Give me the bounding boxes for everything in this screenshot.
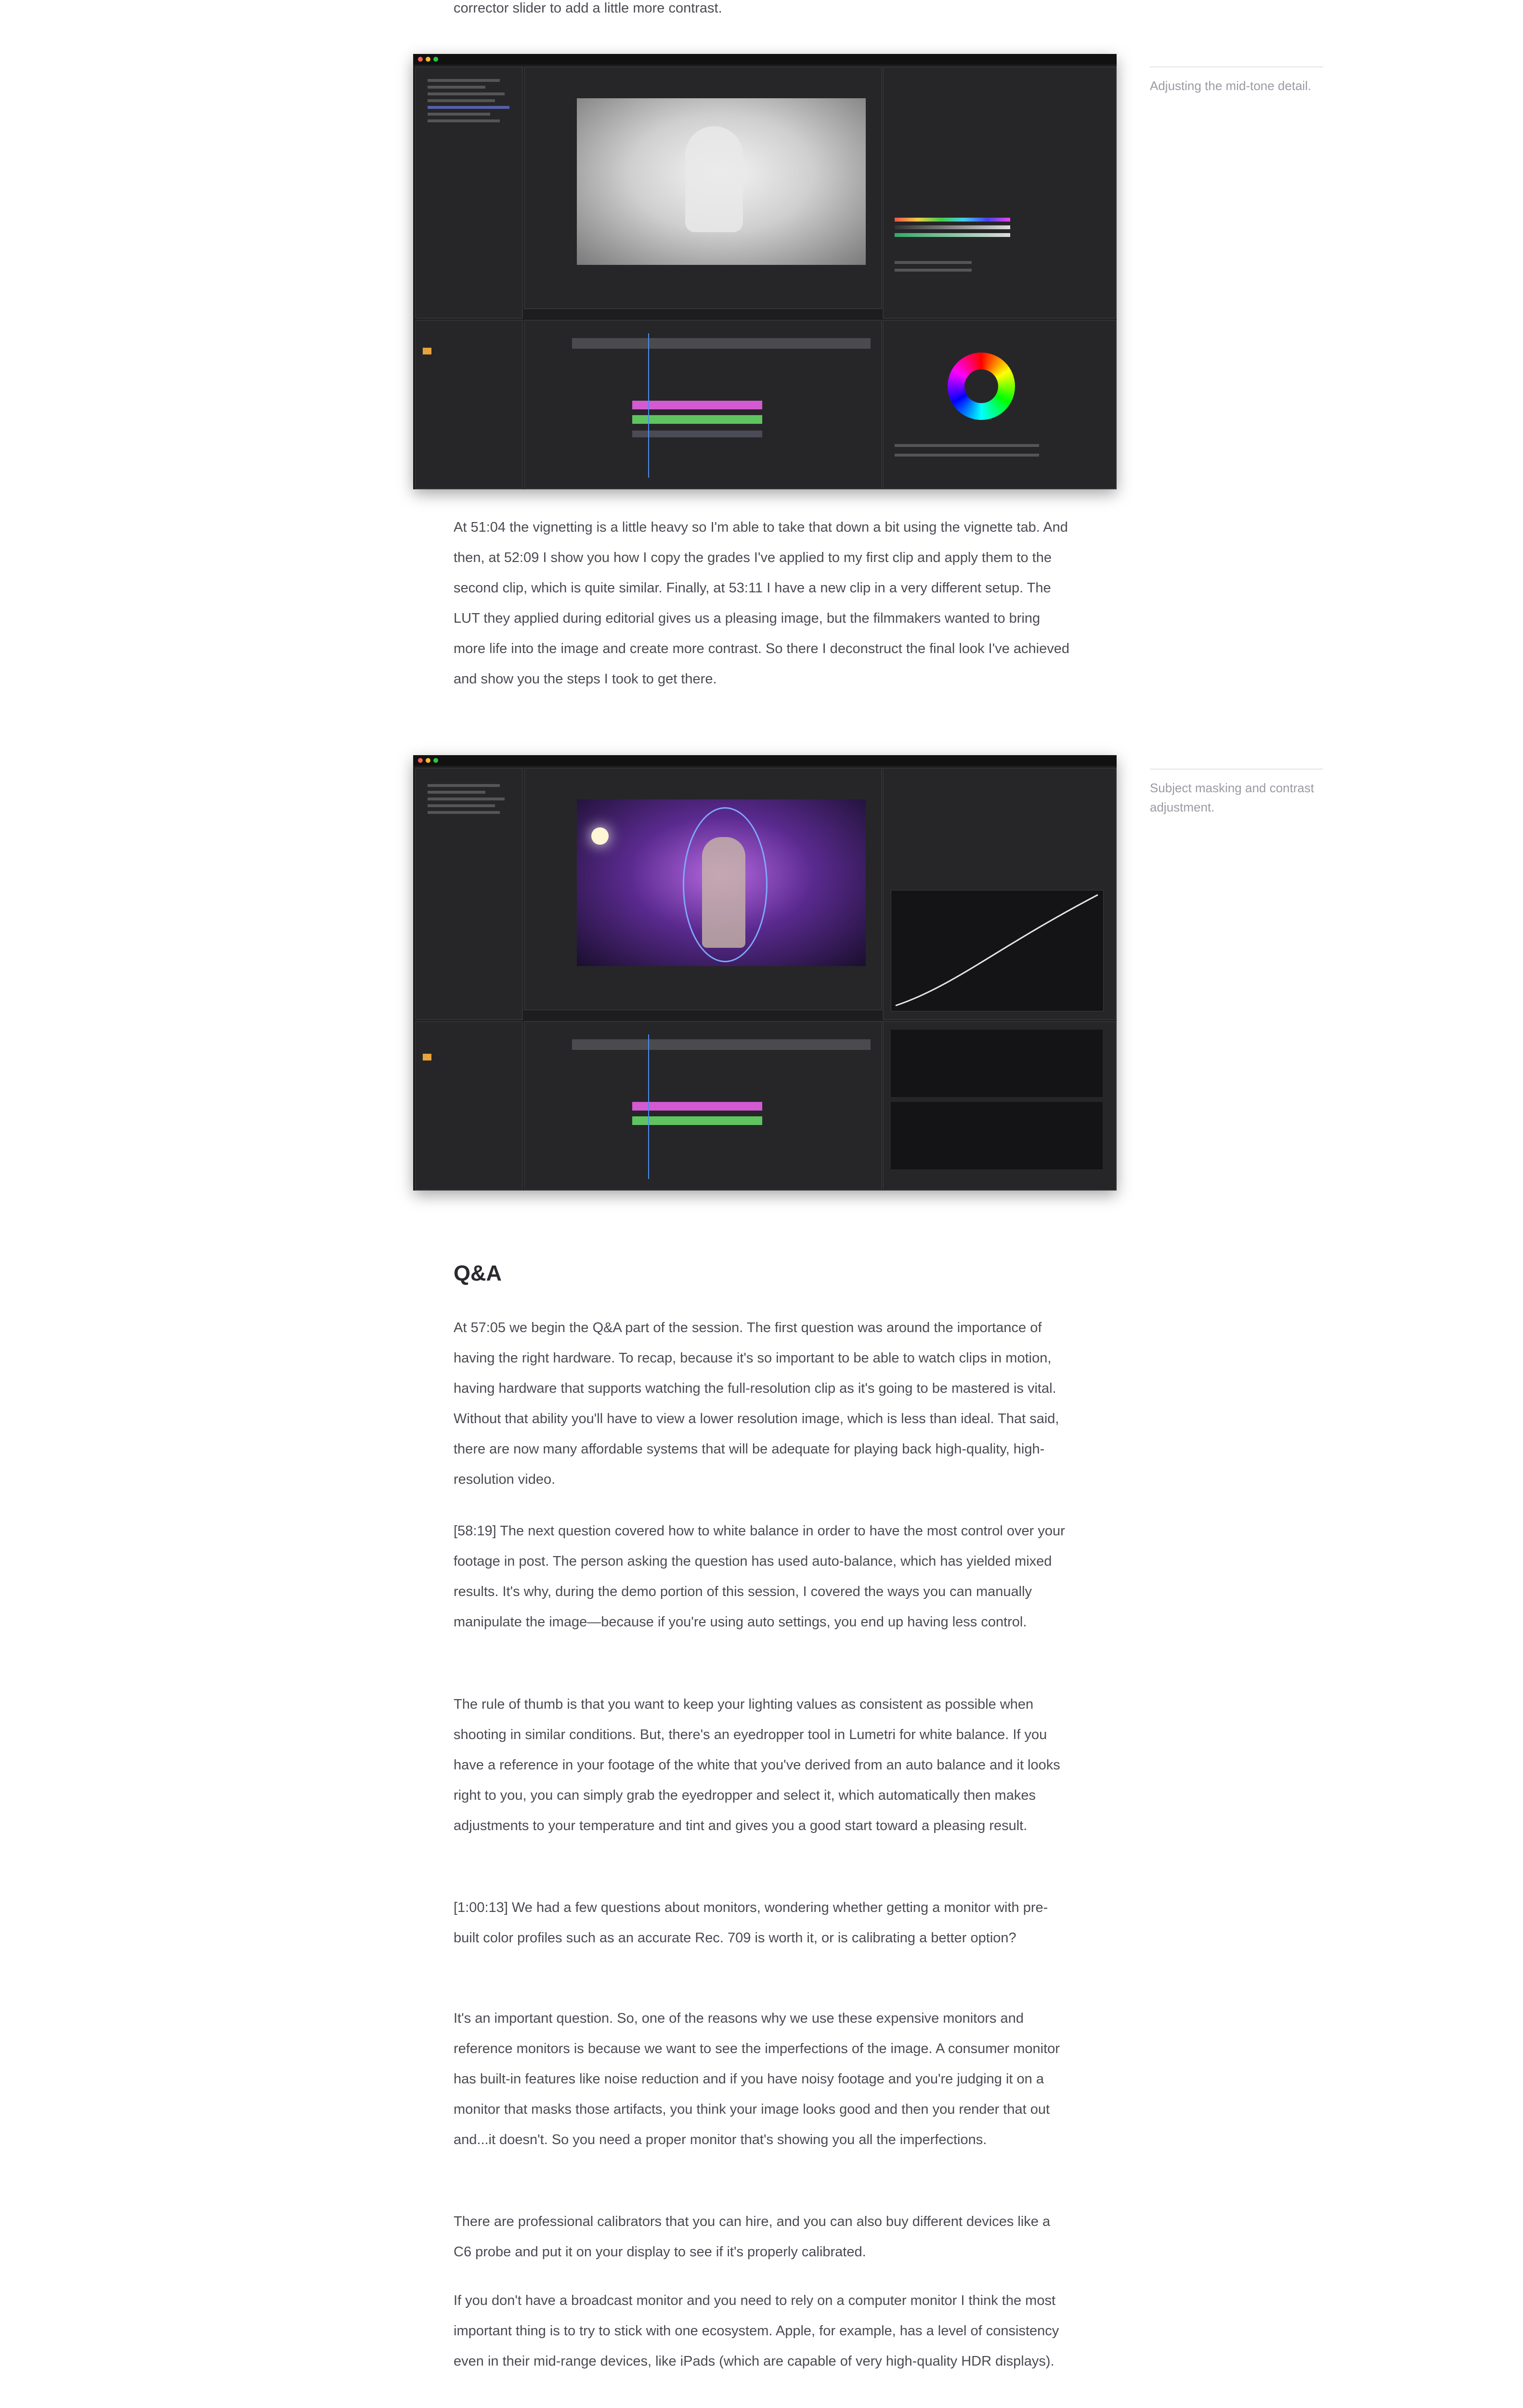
qa-paragraph: It's an important question. So, one of the reasons why we use these expensive monitors and reference monitors is because we want to see the imperfections of the image. A consumer monitor has built-in features like noise reduction and if you have noisy footage and you're judging it on a monitor that masks those artifacts, you think your image looks good and then you render that out and...it doesn't. So you need a proper monitor that's showing you all the imperfections. xyxy=(454,2011,1060,2147)
figure-caption: Adjusting the mid-tone detail. xyxy=(1150,66,1323,95)
qa-paragraph: The rule of thumb is that you want to keep your lighting values as consistent as possible when shooting in similar conditions. But, there's an eyedropper tool in Lumetri for white balance. If you have a reference in your footage of the white that you've derived from an auto balance and it looks right to you, you can simply grab the eyedropper and select it, which automatically then makes adjustments to your temperature and tint and gives you a good start toward a pleasing result. xyxy=(454,1697,1060,1833)
qa-paragraph: If you don't have a broadcast monitor and you need to rely on a computer monitor I think the most important thing is to try to stick with one ecosystem. Apple, for example, has a level of consistency even in their mid-range devices, like iPads (which are capable of very high-quality HDR displays). xyxy=(454,2293,1059,2369)
qa-paragraph: There are professional calibrators that you can hire, and you can also buy different devices like a C6 probe and put it on your display to see if it's properly calibrated. xyxy=(454,2214,1051,2260)
intro-fragment: corrector slider to add a little more contrast. xyxy=(454,0,722,16)
premiere-screenshot-masking xyxy=(413,755,1117,1191)
premiere-screenshot-midtone xyxy=(413,54,1117,489)
body-paragraph: At 51:04 the vignetting is a little heavy so I'm able to take that down a bit using the vignette tab. And then, at 52:09 I show you how I copy the grades I've applied to my first clip and apply them to the second clip, which is quite similar. Finally, at 53:11 I have a new clip in a very different setup. The LUT they applied during editorial gives us a pleasing image, but the filmmakers wanted to bring more life into the image and create more contrast. So there I deconstruct the final look I've achieved and show you the steps I took to get there. xyxy=(454,520,1070,687)
qa-paragraph: [58:19] The next question covered how to white balance in order to have the most control over your footage in post. The person asking the question has used auto-balance, which has yielded mixed results. It's why, during the demo portion of this session, I covered the ways you can manually manipulate the image—because if you're using auto settings, you end up having less control. xyxy=(454,1523,1065,1630)
qa-paragraph: At 57:05 we begin the Q&A part of the session. The first question was around the importance of having the right hardware. To recap, because it's so important to be able to watch clips in motion, having hardware that supports watching the full-resolution clip as it's going to be mastered is vital. Without that ability you'll have to view a lower resolution image, which is less than ideal. That said, there are now many affordable systems that will be adequate for playing back high-quality, high-resolution video. xyxy=(454,1320,1059,1487)
figure-caption: Subject masking and contrast adjustment. xyxy=(1150,769,1323,817)
qa-paragraph: [1:00:13] We had a few questions about monitors, wondering whether getting a monitor with pre-built color profiles such as an accurate Rec. 709 is worth it, or is calibrating a better option? xyxy=(454,1900,1048,1946)
qa-heading: Q&A xyxy=(454,1261,502,1285)
curves-graph xyxy=(891,890,1103,1010)
